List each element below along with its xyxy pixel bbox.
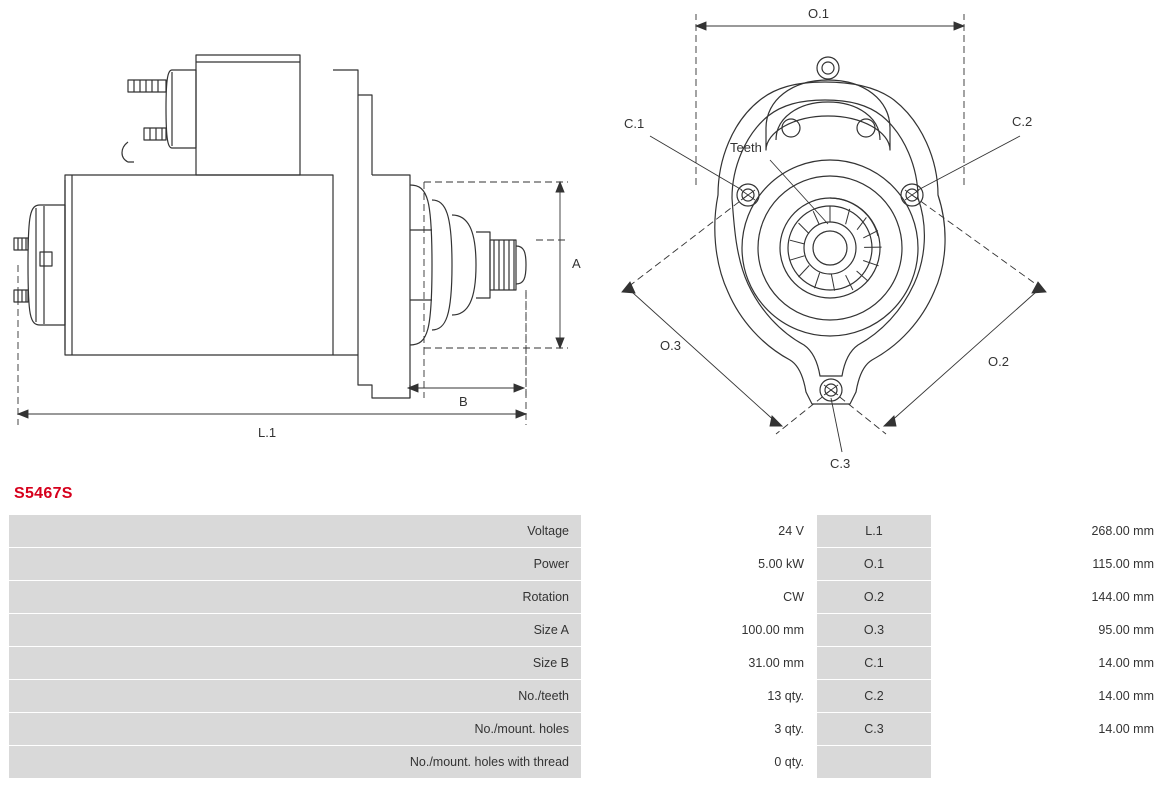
spec-value-secondary: 14.00 mm [932, 680, 1167, 713]
dimension-label-o3: O.3 [660, 338, 681, 353]
spec-label: No./teeth [9, 680, 582, 713]
table-row [9, 680, 1167, 713]
spec-label: No./mount. holes with thread [9, 746, 582, 779]
spec-value: 24 V [582, 515, 817, 548]
table-row [9, 746, 1167, 779]
spec-value: 0 qty. [582, 746, 817, 779]
starter-front-view [600, 0, 1080, 470]
spec-value: 31.00 mm [582, 647, 817, 680]
dimension-label-b: B [459, 394, 468, 409]
side-view-svg [0, 0, 600, 470]
front-view-svg [600, 0, 1080, 470]
spec-value-secondary: 14.00 mm [932, 713, 1167, 746]
spec-value-secondary: 144.00 mm [932, 581, 1167, 614]
table-row [9, 581, 1167, 614]
spec-label-secondary: L.1 [817, 515, 932, 548]
part-code: S5467S [14, 485, 73, 502]
callout-label-teeth: Teeth [730, 140, 762, 155]
dimension-label-o2: O.2 [988, 354, 1009, 369]
spec-value-secondary: 14.00 mm [932, 647, 1167, 680]
spec-label-secondary: C.2 [817, 680, 932, 713]
spec-label: Rotation [9, 581, 582, 614]
table-row [9, 713, 1167, 746]
callout-label-c2: C.2 [1012, 114, 1033, 129]
dimension-label-o1: O.1 [808, 6, 829, 21]
table-row [9, 647, 1167, 680]
spec-label: Voltage [9, 515, 582, 548]
specifications-table [8, 514, 1167, 779]
starter-side-view [0, 0, 600, 470]
spec-value: 5.00 kW [582, 548, 817, 581]
spec-value-secondary: 268.00 mm [932, 515, 1167, 548]
spec-label-secondary: C.3 [817, 713, 932, 746]
spec-value-secondary-empty [932, 746, 1167, 779]
spec-label: Size B [9, 647, 582, 680]
specifications-table-wrapper [8, 514, 1154, 779]
spec-value: 3 qty. [582, 713, 817, 746]
table-row [9, 515, 1167, 548]
spec-value: CW [582, 581, 817, 614]
specifications-table-body [9, 515, 1167, 779]
callout-label-c3: C.3 [830, 456, 851, 471]
spec-label-secondary: O.1 [817, 548, 932, 581]
spec-label: Power [9, 548, 582, 581]
spec-label-secondary-empty [817, 746, 932, 779]
spec-value: 13 qty. [582, 680, 817, 713]
spec-label-secondary: C.1 [817, 647, 932, 680]
dimension-label-a: A [572, 256, 581, 271]
spec-value-secondary: 95.00 mm [932, 614, 1167, 647]
dimension-label-l1: L.1 [258, 425, 277, 440]
callout-label-c1: C.1 [624, 116, 645, 131]
spec-value: 100.00 mm [582, 614, 817, 647]
spec-value-secondary: 115.00 mm [932, 548, 1167, 581]
spec-label: Size A [9, 614, 582, 647]
table-row [9, 548, 1167, 581]
spec-label-secondary: O.3 [817, 614, 932, 647]
spec-label-secondary: O.2 [817, 581, 932, 614]
spec-label: No./mount. holes [9, 713, 582, 746]
table-row [9, 614, 1167, 647]
